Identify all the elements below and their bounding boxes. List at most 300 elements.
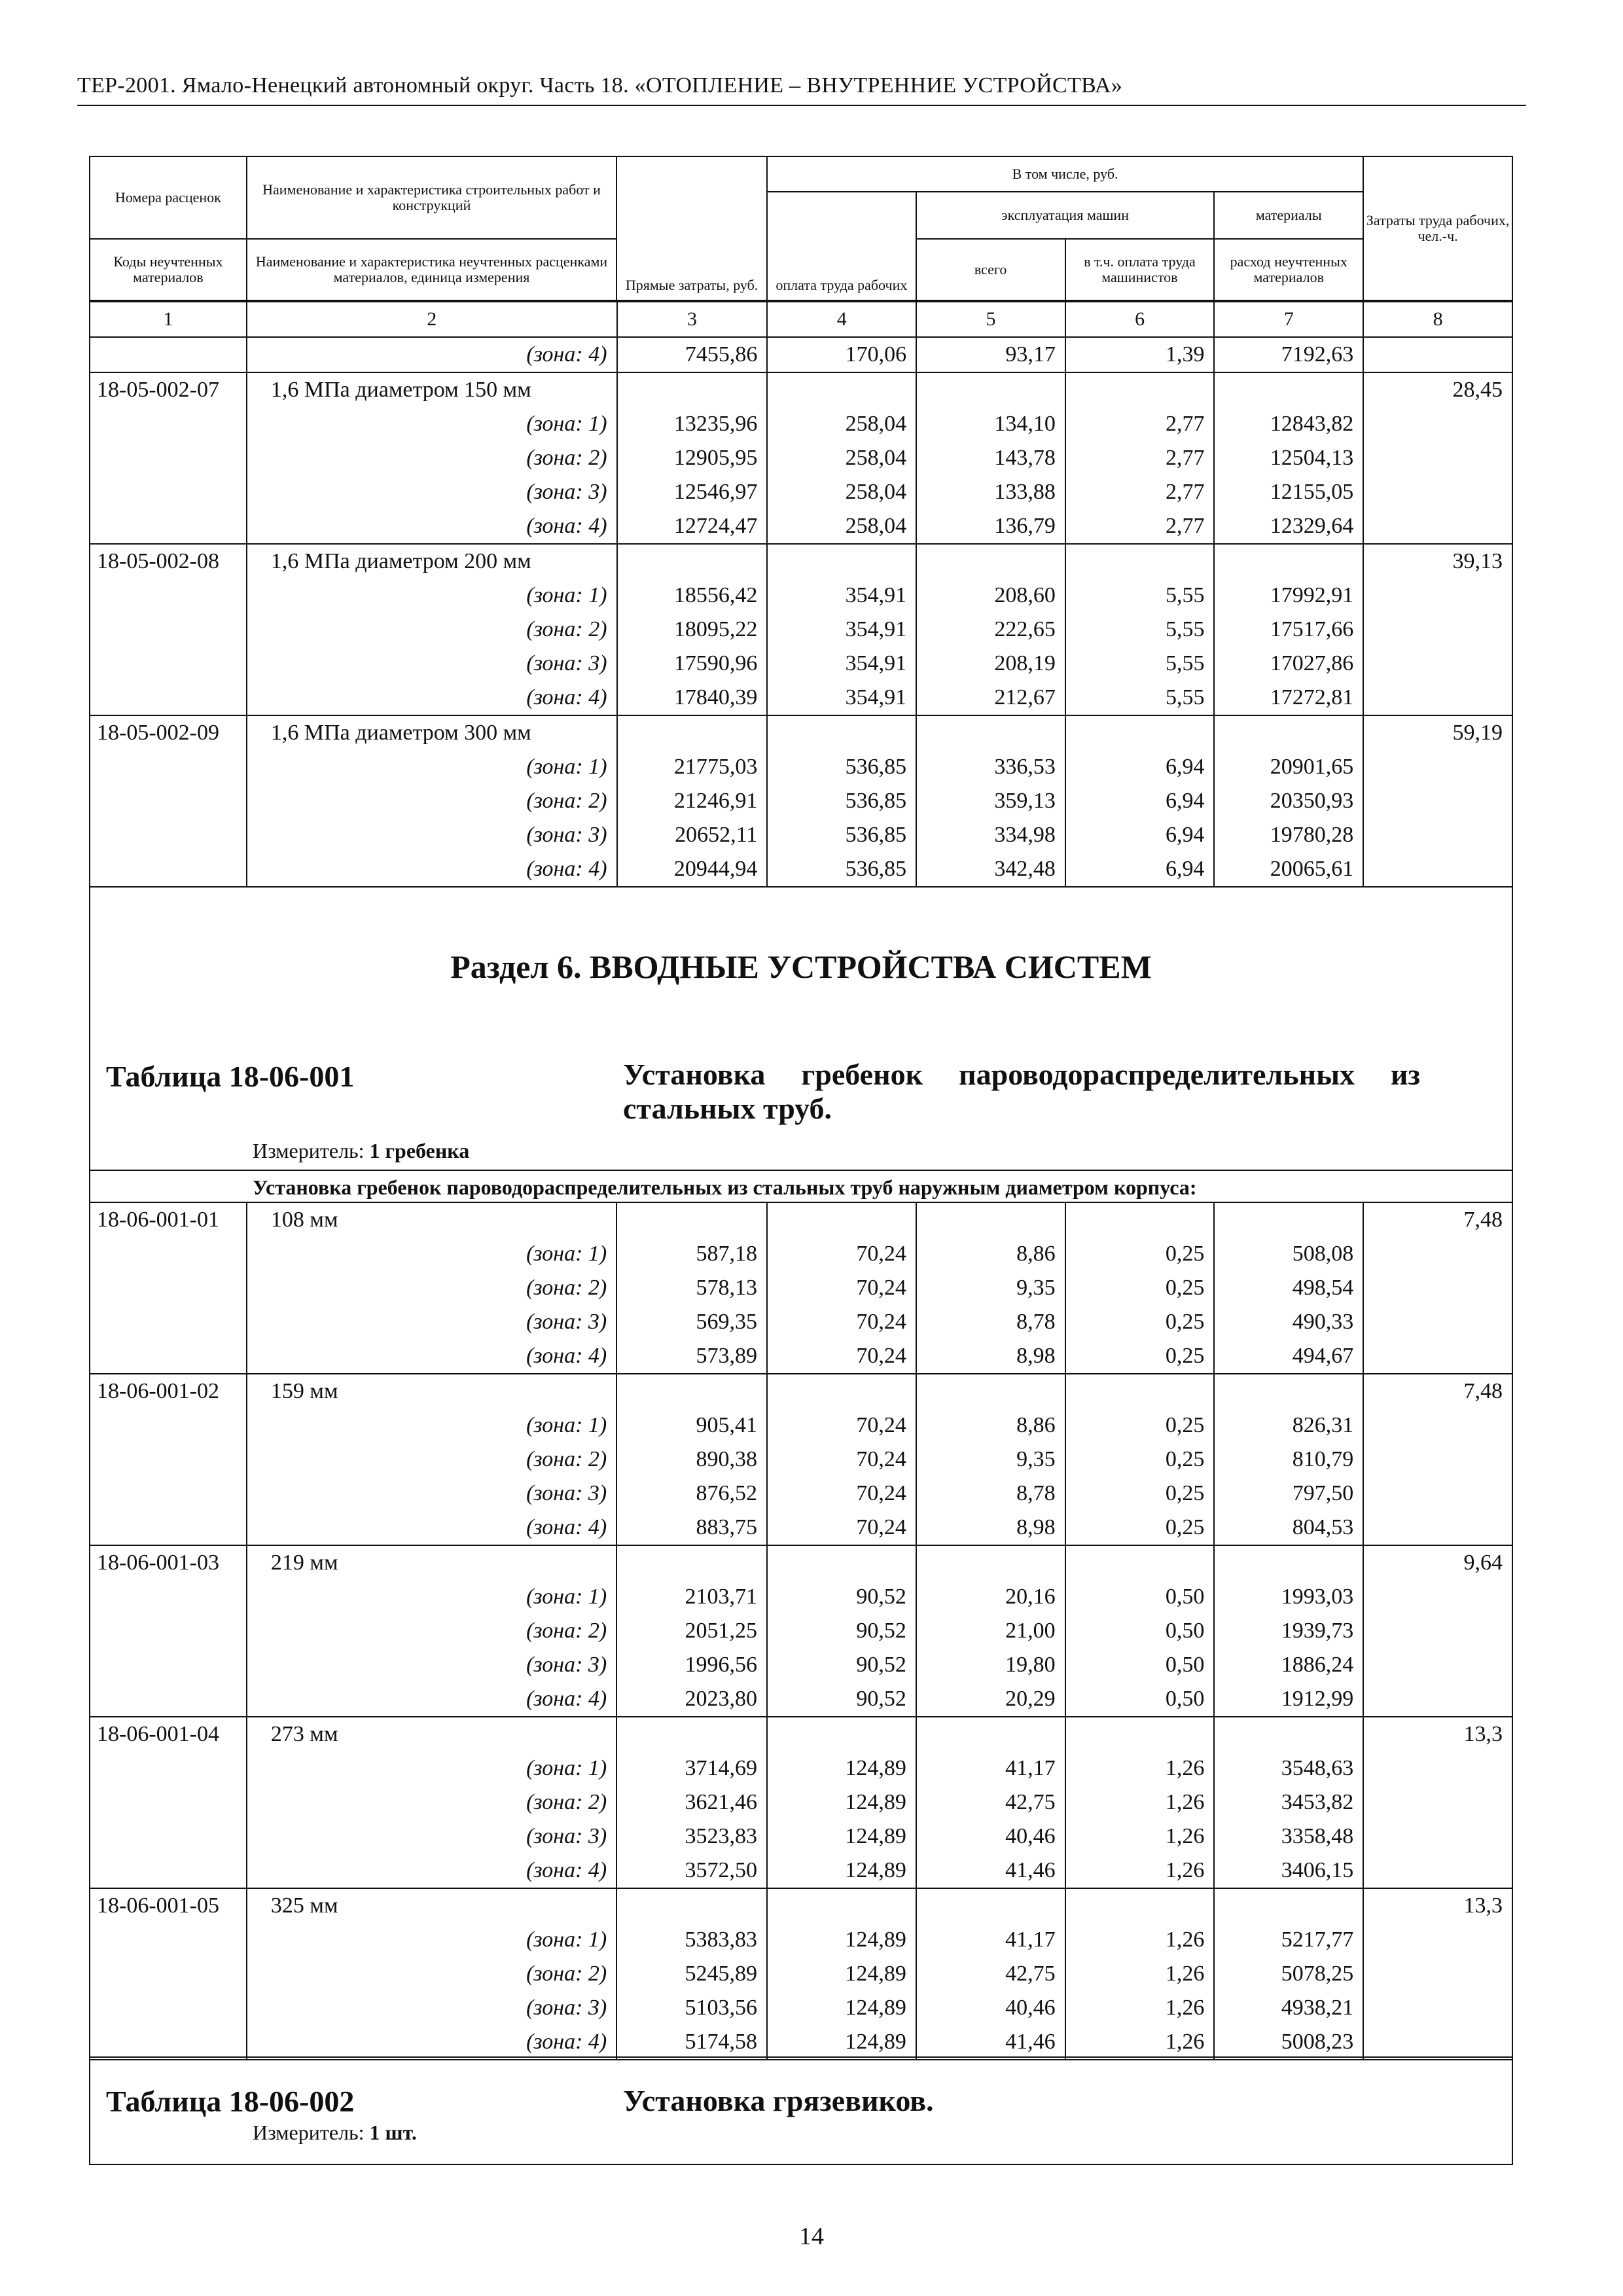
zone-row — [90, 441, 1512, 475]
table2-description: Установка грязевиков. — [623, 2084, 934, 2117]
col-number: 2 — [247, 302, 617, 337]
rate-code: 18-06-001-02 — [90, 1374, 247, 1408]
head-col7: расход неучтенных материалов — [1214, 239, 1363, 300]
cost-operators: 6,94 — [1065, 852, 1215, 887]
cost-machines: 93,17 — [916, 337, 1065, 372]
empty-cell — [1363, 337, 1512, 372]
empty-cell — [916, 1545, 1065, 1580]
zone-row — [90, 1305, 1512, 1339]
zone-label: (зона: 3) — [247, 475, 617, 509]
empty-cell — [1363, 681, 1512, 715]
zone-label: (зона: 3) — [247, 818, 617, 852]
empty-cell — [767, 544, 916, 579]
empty-cell — [1363, 750, 1512, 784]
empty-cell — [90, 1820, 247, 1854]
cost-machines: 133,88 — [916, 475, 1065, 509]
empty-cell — [1065, 1545, 1215, 1580]
cost-wages: 354,91 — [767, 647, 916, 681]
zone-row — [90, 509, 1512, 544]
labor-cost: 59,19 — [1363, 715, 1512, 750]
empty-cell — [1363, 1991, 1512, 2025]
zone-label: (зона: 1) — [247, 1237, 616, 1271]
cost-direct: 5245,89 — [616, 1957, 767, 1991]
cost-machines: 8,78 — [916, 1305, 1065, 1339]
empty-cell — [1065, 1202, 1215, 1237]
cost-direct: 569,35 — [616, 1305, 767, 1339]
col-number: 3 — [617, 302, 768, 337]
zone-row — [90, 1991, 1512, 2025]
cost-machines: 8,86 — [916, 1237, 1065, 1271]
cost-operators: 0,50 — [1065, 1614, 1215, 1648]
empty-cell — [616, 1717, 767, 1751]
cost-direct: 5383,83 — [616, 1923, 767, 1957]
table1-description: Установка гребенок пароводораспределительных из стальных труб. — [623, 1058, 1420, 1125]
rate-name: 1,6 МПа диаметром 150 мм — [247, 372, 617, 407]
zone-row — [90, 1923, 1512, 1957]
empty-cell — [916, 1374, 1065, 1408]
cost-materials: 20901,65 — [1214, 750, 1363, 784]
empty-cell — [617, 715, 768, 750]
cost-operators: 5,55 — [1065, 613, 1215, 647]
labor-cost: 13,3 — [1363, 1888, 1512, 1923]
col-number: 8 — [1363, 302, 1512, 337]
unit-value: 1 шт. — [369, 2121, 417, 2144]
cost-machines: 19,80 — [916, 1648, 1065, 1682]
cost-operators: 1,26 — [1065, 1820, 1215, 1854]
cost-wages: 124,89 — [767, 2025, 916, 2060]
group-label: Установка гребенок пароводораспределительных из стальных труб наружным диаметром корпуса: — [253, 1175, 1197, 1199]
cost-direct: 587,18 — [616, 1237, 767, 1271]
empty-cell — [90, 1751, 247, 1785]
unit-value: 1 гребенка — [369, 1139, 470, 1162]
cost-wages: 70,24 — [767, 1305, 916, 1339]
cost-operators: 5,55 — [1065, 579, 1215, 613]
empty-cell — [1363, 1477, 1512, 1511]
cost-direct: 578,13 — [616, 1271, 767, 1305]
zone-row — [90, 613, 1512, 647]
cost-wages: 124,89 — [767, 1785, 916, 1820]
empty-cell — [1363, 1614, 1512, 1648]
cost-direct: 20652,11 — [617, 818, 768, 852]
cost-wages: 170,06 — [767, 337, 916, 372]
empty-cell — [1363, 475, 1512, 509]
zone-row — [90, 647, 1512, 681]
zone-row — [90, 1785, 1512, 1820]
cost-operators: 1,26 — [1065, 1923, 1215, 1957]
empty-cell — [616, 1545, 767, 1580]
empty-cell — [1363, 1237, 1512, 1271]
empty-cell — [1065, 1374, 1215, 1408]
rates-table-part2 — [89, 1202, 1513, 2060]
empty-cell — [1363, 647, 1512, 681]
cost-wages: 70,24 — [767, 1443, 916, 1477]
cost-direct: 5103,56 — [616, 1991, 767, 2025]
zone-label: (зона: 2) — [247, 613, 617, 647]
labor-cost: 7,48 — [1363, 1202, 1512, 1237]
zone-row — [90, 1682, 1512, 1717]
cost-operators: 6,94 — [1065, 750, 1215, 784]
cost-materials: 4938,21 — [1214, 1991, 1363, 2025]
cost-operators: 1,26 — [1065, 1957, 1215, 1991]
head-col3: Прямые затраты, руб. — [616, 156, 767, 300]
head-machines: эксплуатация машин — [916, 192, 1215, 239]
empty-cell — [90, 647, 247, 681]
cost-direct: 21775,03 — [617, 750, 768, 784]
cost-machines: 20,16 — [916, 1580, 1065, 1614]
cost-materials: 810,79 — [1214, 1443, 1363, 1477]
empty-cell — [1363, 1339, 1512, 1374]
cost-wages: 90,52 — [767, 1682, 916, 1717]
cost-materials: 12843,82 — [1214, 407, 1363, 441]
cost-materials: 7192,63 — [1214, 337, 1363, 372]
empty-cell — [90, 1648, 247, 1682]
zone-row — [90, 1854, 1512, 1888]
cost-materials: 17272,81 — [1214, 681, 1363, 715]
cost-materials: 5078,25 — [1214, 1957, 1363, 1991]
empty-cell — [90, 784, 247, 818]
empty-cell — [1363, 1820, 1512, 1854]
empty-cell — [617, 372, 768, 407]
empty-cell — [1363, 818, 1512, 852]
head-incl: В том числе, руб. — [767, 156, 1363, 192]
cost-operators: 0,25 — [1065, 1305, 1215, 1339]
cost-direct: 18556,42 — [617, 579, 768, 613]
cost-operators: 0,25 — [1065, 1271, 1215, 1305]
cost-wages: 70,24 — [767, 1237, 916, 1271]
empty-cell — [767, 1374, 916, 1408]
empty-cell — [767, 1888, 916, 1923]
empty-cell — [90, 441, 247, 475]
cost-operators: 2,77 — [1065, 407, 1215, 441]
cost-machines: 8,98 — [916, 1511, 1065, 1545]
empty-cell — [916, 372, 1065, 407]
empty-cell — [1363, 1511, 1512, 1545]
zone-label: (зона: 4) — [247, 337, 617, 372]
cost-direct: 2103,71 — [616, 1580, 767, 1614]
zone-row — [90, 1271, 1512, 1305]
zone-label: (зона: 3) — [247, 1305, 616, 1339]
cost-wages: 536,85 — [767, 818, 916, 852]
table-bottom-rule — [89, 2056, 1513, 2058]
empty-cell — [90, 1957, 247, 1991]
cost-operators: 1,26 — [1065, 1854, 1215, 1888]
empty-cell — [1214, 1202, 1363, 1237]
col-number: 5 — [916, 302, 1065, 337]
zone-label: (зона: 2) — [247, 1271, 616, 1305]
zone-label: (зона: 1) — [247, 1408, 616, 1443]
cost-machines: 342,48 — [916, 852, 1065, 887]
rate-header-row — [90, 1202, 1512, 1237]
cost-wages: 354,91 — [767, 613, 916, 647]
empty-cell — [90, 1923, 247, 1957]
cost-machines: 143,78 — [916, 441, 1065, 475]
cost-machines: 136,79 — [916, 509, 1065, 544]
cost-wages: 90,52 — [767, 1614, 916, 1648]
cost-machines: 8,78 — [916, 1477, 1065, 1511]
cost-direct: 20944,94 — [617, 852, 768, 887]
cost-materials: 17992,91 — [1214, 579, 1363, 613]
zone-label: (зона: 4) — [247, 681, 617, 715]
empty-cell — [90, 1614, 247, 1648]
cost-materials: 804,53 — [1214, 1511, 1363, 1545]
empty-cell — [616, 1202, 767, 1237]
rate-header-row — [90, 372, 1512, 407]
cost-wages: 536,85 — [767, 852, 916, 887]
zone-row — [90, 2025, 1512, 2060]
rate-code: 18-05-002-09 — [90, 715, 247, 750]
cost-machines: 42,75 — [916, 1957, 1065, 1991]
cost-materials: 17027,86 — [1214, 647, 1363, 681]
rate-header-row — [90, 1545, 1512, 1580]
zone-row — [90, 579, 1512, 613]
cost-operators: 6,94 — [1065, 784, 1215, 818]
empty-cell — [1214, 372, 1363, 407]
cost-wages: 258,04 — [767, 509, 916, 544]
rates-table-part1 — [89, 301, 1513, 888]
empty-cell — [1363, 509, 1512, 544]
zone-row — [90, 475, 1512, 509]
empty-cell — [1363, 1751, 1512, 1785]
zone-label: (зона: 4) — [247, 2025, 616, 2060]
rate-name: 108 мм — [247, 1202, 616, 1237]
cost-direct: 3621,46 — [616, 1785, 767, 1820]
empty-cell — [767, 1202, 916, 1237]
rate-code: 18-06-001-03 — [90, 1545, 247, 1580]
head-col2-bottom: Наименование и характеристика неучтенных расценками материалов, единица измерения — [247, 239, 616, 300]
head-col2-top: Наименование и характеристика строительных работ и конструкций — [247, 156, 616, 239]
zone-label: (зона: 4) — [247, 852, 617, 887]
cost-wages: 536,85 — [767, 784, 916, 818]
cost-machines: 41,17 — [916, 1923, 1065, 1957]
cost-operators: 0,50 — [1065, 1682, 1215, 1717]
empty-cell — [916, 1888, 1065, 1923]
head-col5: всего — [916, 239, 1065, 300]
empty-cell — [1363, 579, 1512, 613]
empty-cell — [1065, 372, 1215, 407]
zone-label: (зона: 4) — [247, 1854, 616, 1888]
empty-cell — [1363, 1648, 1512, 1682]
cost-wages: 124,89 — [767, 1923, 916, 1957]
cost-wages: 258,04 — [767, 407, 916, 441]
cost-operators: 0,25 — [1065, 1339, 1215, 1374]
labor-cost: 28,45 — [1363, 372, 1512, 407]
zone-label: (зона: 4) — [247, 1682, 616, 1717]
zone-label: (зона: 2) — [247, 441, 617, 475]
rate-name: 1,6 МПа диаметром 200 мм — [247, 544, 617, 579]
zone-label: (зона: 3) — [247, 1991, 616, 2025]
col-number: 6 — [1065, 302, 1215, 337]
empty-cell — [916, 1717, 1065, 1751]
zone-label: (зона: 4) — [247, 1511, 616, 1545]
empty-cell — [90, 852, 247, 887]
table1-title: Таблица 18-06-001 — [106, 1060, 355, 1093]
cost-materials: 5217,77 — [1214, 1923, 1363, 1957]
cost-direct: 17590,96 — [617, 647, 768, 681]
zone-row — [90, 1237, 1512, 1271]
rate-name: 273 мм — [247, 1717, 616, 1751]
rate-name: 219 мм — [247, 1545, 616, 1580]
empty-cell — [90, 613, 247, 647]
cost-direct: 5174,58 — [616, 2025, 767, 2060]
empty-cell — [1363, 1443, 1512, 1477]
cost-wages: 70,24 — [767, 1477, 916, 1511]
empty-cell — [617, 544, 768, 579]
cost-direct: 12905,95 — [617, 441, 768, 475]
zone-row — [90, 784, 1512, 818]
document-header: ТЕР-2001. Ямало-Ненецкий автономный округ. Часть 18. «ОТОПЛЕНИЕ – ВНУТРЕННИЕ УСТРОЙСТВА» — [77, 73, 1123, 98]
zone-row — [90, 1443, 1512, 1477]
cost-machines: 334,98 — [916, 818, 1065, 852]
labor-cost: 9,64 — [1363, 1545, 1512, 1580]
cost-operators: 1,26 — [1065, 2025, 1215, 2060]
zone-row — [90, 1511, 1512, 1545]
zone-row — [90, 337, 1512, 372]
empty-cell — [1363, 613, 1512, 647]
empty-cell — [767, 372, 916, 407]
empty-cell — [1363, 784, 1512, 818]
cost-machines: 20,29 — [916, 1682, 1065, 1717]
cost-direct: 890,38 — [616, 1443, 767, 1477]
zone-row — [90, 818, 1512, 852]
cost-machines: 40,46 — [916, 1991, 1065, 2025]
empty-cell — [616, 1374, 767, 1408]
cost-wages: 90,52 — [767, 1580, 916, 1614]
empty-cell — [90, 1682, 247, 1717]
empty-cell — [1214, 1545, 1363, 1580]
rate-header-row — [90, 715, 1512, 750]
empty-cell — [90, 1991, 247, 2025]
labor-cost: 39,13 — [1363, 544, 1512, 579]
zone-row — [90, 750, 1512, 784]
cost-operators: 1,39 — [1065, 337, 1215, 372]
cost-materials: 1939,73 — [1214, 1614, 1363, 1648]
cost-direct: 18095,22 — [617, 613, 768, 647]
rate-header-row — [90, 1374, 1512, 1408]
cost-direct: 12546,97 — [617, 475, 768, 509]
zone-label: (зона: 2) — [247, 784, 617, 818]
cost-direct: 12724,47 — [617, 509, 768, 544]
zone-row — [90, 1477, 1512, 1511]
empty-cell — [90, 1511, 247, 1545]
zone-label: (зона: 1) — [247, 407, 617, 441]
cost-operators: 0,25 — [1065, 1408, 1215, 1443]
empty-cell — [90, 1271, 247, 1305]
cost-operators: 0,50 — [1065, 1580, 1215, 1614]
cost-machines: 9,35 — [916, 1443, 1065, 1477]
unit-label: Измеритель: — [253, 2121, 365, 2144]
empty-cell — [1214, 544, 1363, 579]
empty-cell — [90, 750, 247, 784]
cost-materials: 5008,23 — [1214, 2025, 1363, 2060]
cost-machines: 41,46 — [916, 2025, 1065, 2060]
col-number: 1 — [90, 302, 247, 337]
cost-wages: 258,04 — [767, 441, 916, 475]
rate-code: 18-06-001-01 — [90, 1202, 247, 1237]
zone-row — [90, 1614, 1512, 1648]
unit-label: Измеритель: — [253, 1139, 365, 1162]
cost-direct: 883,75 — [616, 1511, 767, 1545]
cost-machines: 134,10 — [916, 407, 1065, 441]
cost-direct: 573,89 — [616, 1339, 767, 1374]
zone-row — [90, 1408, 1512, 1443]
empty-cell — [90, 1477, 247, 1511]
empty-cell — [767, 715, 916, 750]
cost-materials: 494,67 — [1214, 1339, 1363, 1374]
empty-cell — [90, 337, 247, 372]
empty-cell — [1065, 1717, 1215, 1751]
rate-header-row — [90, 1888, 1512, 1923]
cost-machines: 42,75 — [916, 1785, 1065, 1820]
zone-row — [90, 407, 1512, 441]
empty-cell — [916, 1202, 1065, 1237]
cost-materials: 17517,66 — [1214, 613, 1363, 647]
cost-wages: 124,89 — [767, 1820, 916, 1854]
section-title: Раздел 6. ВВОДНЫЕ УСТРОЙСТВА СИСТЕМ — [450, 948, 1152, 985]
zone-label: (зона: 2) — [247, 1614, 616, 1648]
head-col8: Затраты труда рабочих, чел.-ч. — [1363, 156, 1512, 300]
cost-direct: 3572,50 — [616, 1854, 767, 1888]
zone-label: (зона: 3) — [247, 1648, 616, 1682]
empty-cell — [90, 818, 247, 852]
zone-label: (зона: 2) — [247, 1957, 616, 1991]
empty-cell — [1065, 715, 1215, 750]
empty-cell — [1363, 1682, 1512, 1717]
cost-machines: 21,00 — [916, 1614, 1065, 1648]
empty-cell — [616, 1888, 767, 1923]
zone-row — [90, 1820, 1512, 1854]
cost-wages: 70,24 — [767, 1339, 916, 1374]
head-materials: материалы — [1214, 192, 1363, 239]
cost-operators: 1,26 — [1065, 1785, 1215, 1820]
cost-wages: 354,91 — [767, 579, 916, 613]
empty-cell — [90, 407, 247, 441]
empty-cell — [1363, 1271, 1512, 1305]
rate-code: 18-05-002-07 — [90, 372, 247, 407]
cost-materials: 1912,99 — [1214, 1682, 1363, 1717]
cost-materials: 20065,61 — [1214, 852, 1363, 887]
zone-label: (зона: 1) — [247, 1580, 616, 1614]
empty-cell — [90, 1580, 247, 1614]
empty-cell — [767, 1717, 916, 1751]
cost-wages: 70,24 — [767, 1511, 916, 1545]
col-number: 4 — [767, 302, 916, 337]
zone-label: (зона: 1) — [247, 1751, 616, 1785]
empty-cell — [916, 544, 1065, 579]
cost-materials: 1886,24 — [1214, 1648, 1363, 1682]
cost-operators: 2,77 — [1065, 509, 1215, 544]
zone-label: (зона: 1) — [247, 1923, 616, 1957]
empty-cell — [90, 1854, 247, 1888]
zone-label: (зона: 3) — [247, 1477, 616, 1511]
empty-cell — [1065, 1888, 1215, 1923]
empty-cell — [1363, 1854, 1512, 1888]
cost-direct: 2051,25 — [616, 1614, 767, 1648]
rate-name: 325 мм — [247, 1888, 616, 1923]
empty-cell — [90, 509, 247, 544]
zone-row — [90, 681, 1512, 715]
empty-cell — [1363, 1580, 1512, 1614]
header-rule — [77, 105, 1526, 106]
head-col6: в т.ч. оплата труда машинистов — [1065, 239, 1215, 300]
cost-materials: 3453,82 — [1214, 1785, 1363, 1820]
zone-row — [90, 1957, 1512, 1991]
labor-cost: 7,48 — [1363, 1374, 1512, 1408]
cost-materials: 490,33 — [1214, 1305, 1363, 1339]
zone-row — [90, 852, 1512, 887]
empty-cell — [90, 579, 247, 613]
rate-header-row — [90, 1717, 1512, 1751]
table2-title: Таблица 18-06-002 — [106, 2085, 355, 2118]
